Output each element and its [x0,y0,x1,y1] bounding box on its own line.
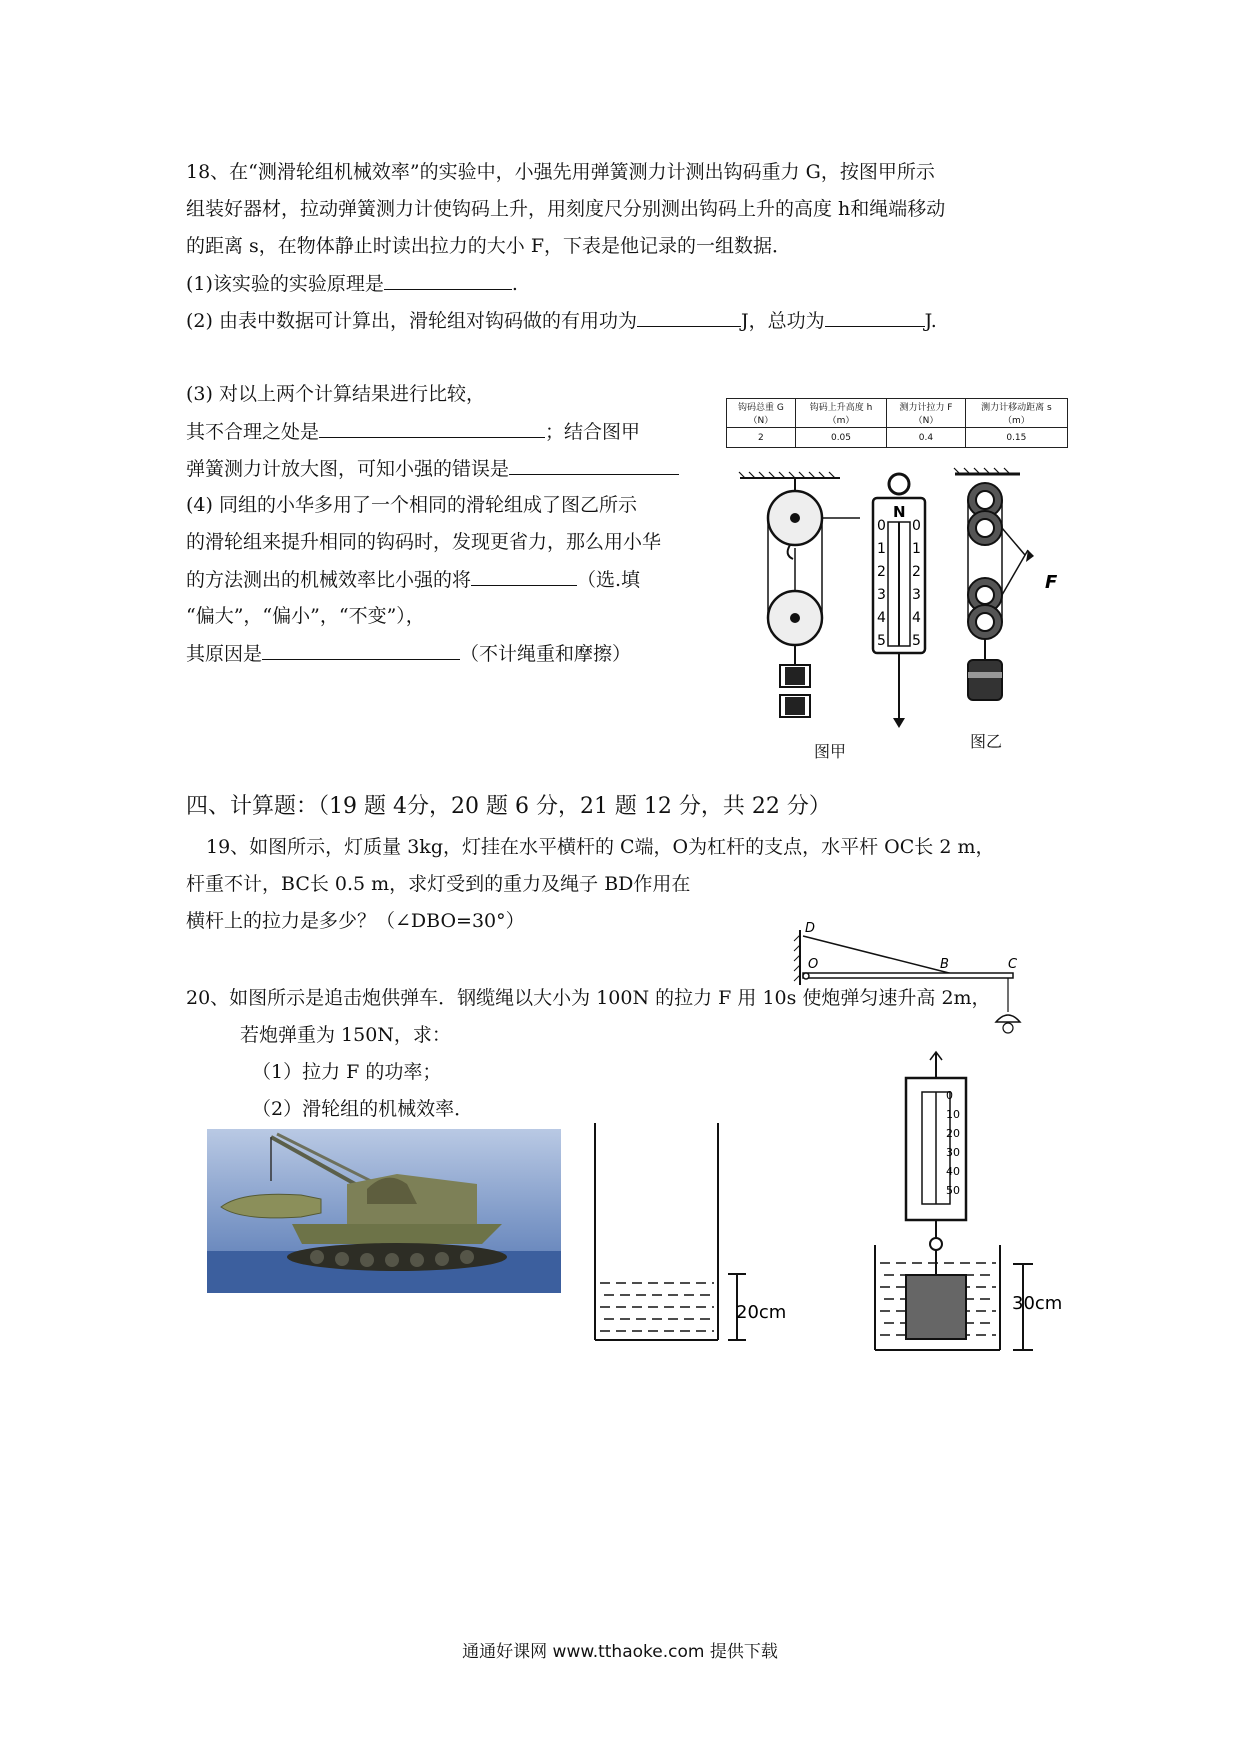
section-title: 四、计算题：（19 题 4分，20 题 6 分，21 题 12 分，共 22 分） [186,794,831,819]
answer-blank-unreasonable[interactable] [319,419,545,438]
q18-part4e-end: （不计绳重和摩擦） [460,643,632,665]
scale-mark: 30 [946,1146,960,1159]
q18-part2-mid: J，总功为 [740,310,825,332]
table-header-cell: 钩码上升高度 h （m） [795,399,886,428]
q20-line1: 20、如图所示是追击炮供弹车．钢缆绳以大小为 100N 的拉力 F 用 10s 使炮弹匀速升高 2m， [186,987,991,1009]
q18-part1-text: (1)该实验的实验原理是 [186,273,384,295]
q18-line3: 的距离 s，在物体静止时读出拉力的大小 F，下表是他记录的一组数据． [186,235,792,257]
table-header-cell: 钩码总重 G （N） [727,399,796,428]
water-container-figures [585,1050,1065,1360]
depth-label-left: 20cm [736,1302,787,1323]
q19-line3: 横杆上的拉力是多少？（∠DBO=30°） [186,910,525,932]
force-label: F [1045,572,1058,593]
q18-part4b: 的滑轮组来提升相同的钩码时，发现更省力，那么用小华 [186,531,662,553]
unit: J. [924,310,937,332]
q18-part3c-text: 弹簧测力计放大图，可知小强的错误是 [186,458,510,480]
q18-part4c-text: 的方法测出的机械效率比小强的将 [186,569,472,591]
q18-line1: 18、在“测滑轮组机械效率”的实验中，小强先用弹簧测力计测出钩码重力 G，按图甲所示 [186,161,935,183]
q18-part2 [186,308,937,333]
q18-part3b-end: ；结合图甲 [545,421,641,443]
scale-mark: 3 [877,587,886,603]
q18-part2-text: (2) 由表中数据可计算出，滑轮组对钩码做的有用功为 [186,310,637,332]
q18-part4c-end: （选.填 [577,569,641,591]
table-cell: 0.4 [887,428,966,448]
scale-mark: 20 [946,1127,960,1140]
scale-mark: 4 [877,610,886,626]
figure-yi-caption: 图乙 [970,732,1003,751]
q20-sub2: （2）滑轮组的机械效率． [252,1098,474,1120]
table-header-cell: 测力计移动距离 s （m） [965,399,1067,428]
scale-mark: 0 [877,518,886,534]
scale-mark: 5 [877,633,886,649]
answer-blank-mistake[interactable] [509,456,679,475]
scale-mark: 50 [946,1184,960,1197]
q18-part4e [186,641,631,666]
q18-part1 [186,271,518,296]
q18-part3c [186,456,679,481]
q18-part4d: “偏大”，“偏小”，“不变”）， [186,605,425,627]
lever-figure [790,920,1060,1050]
q18-part3b-text: 其不合理之处是 [186,421,320,443]
q18-part3b [186,419,640,444]
pulley-figures [720,462,1080,762]
table-row [727,428,1068,448]
answer-blank-total-work[interactable] [825,308,925,327]
table-header-row [727,399,1068,428]
scale-unit: N [893,503,906,521]
point-label-c: C [1008,957,1018,972]
table-cell: 2 [727,428,796,448]
table-cell: 0.15 [965,428,1067,448]
q20-sub1: （1）拉力 F 的功率； [252,1061,442,1083]
scale-mark: 40 [946,1165,960,1178]
answer-blank-reason[interactable] [262,641,460,660]
scale-mark: 1 [877,541,886,557]
point-label-d: D [805,921,816,936]
point-label-b: B [940,957,949,972]
page-footer: 通通好课网 www.tthaoke.com 提供下载 [462,1642,778,1662]
point-label-o: O [808,957,819,972]
scale-mark: 4 [912,610,921,626]
scale-mark: 2 [877,564,886,580]
q18-part3a: (3) 对以上两个计算结果进行比较， [186,383,485,405]
scale-mark: 5 [912,633,921,649]
scale-mark: 2 [912,564,921,580]
q20-line2: 若炮弹重为 150N，求： [240,1024,451,1046]
q18-part4a: (4) 同组的小华多用了一个相同的滑轮组成了图乙所示 [186,494,637,516]
q19-line1: 19、如图所示，灯质量 3kg，灯挂在水平横杆的 C端，O为杠杆的支点，水平杆 OC长 2 m， [206,836,995,858]
figure-jia-caption: 图甲 [814,742,847,761]
q18-part4c [186,567,640,592]
q18-line2: 组装好器材，拉动弹簧测力计使钩码上升，用刻度尺分别测出钩码上升的高度 h和绳端移动 [186,198,946,220]
data-table [726,398,1068,448]
answer-blank-efficiency-change[interactable] [471,567,577,586]
table-header-cell: 测力计拉力 F （N） [887,399,966,428]
scale-mark: 3 [912,587,921,603]
scale-mark: 0 [946,1089,953,1102]
punct: . [511,273,518,295]
q19-line2: 杆重不计，BC长 0.5 m，求灯受到的重力及绳子 BD作用在 [186,873,691,895]
shell-loader-photo [207,1129,561,1293]
scale-mark: 0 [912,518,921,534]
scale-mark: 1 [912,541,921,557]
answer-blank-useful-work[interactable] [637,308,741,327]
scale-mark: 10 [946,1108,960,1121]
answer-blank-principle[interactable] [384,271,512,290]
depth-label-right: 30cm [1012,1293,1063,1314]
q18-part4e-text: 其原因是 [186,643,263,665]
table-cell: 0.05 [795,428,886,448]
